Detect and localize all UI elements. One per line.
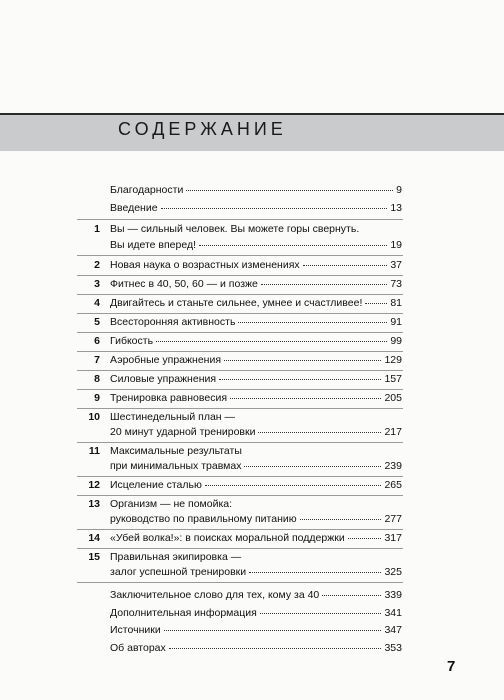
entry-title: Двигайтесь и станьте сильнее, умнее и счастливее! [110, 297, 363, 309]
page-title: СОДЕРЖАНИЕ [118, 119, 287, 139]
toc-entry-chapter-12[interactable] [110, 479, 402, 491]
chapter-number: 2 [94, 259, 100, 271]
dot-leader [186, 182, 393, 191]
chapter-number: 9 [94, 392, 100, 404]
chapter-number: 5 [94, 316, 100, 328]
dot-leader [260, 605, 382, 614]
toc-entry-acknowledgements[interactable] [110, 184, 402, 196]
chapter-number: 10 [88, 411, 100, 423]
entry-title: Новая наука о возрастных изменениях [110, 259, 300, 271]
chapter-number: 3 [94, 278, 100, 290]
dot-leader [156, 333, 387, 342]
chapter-title-line2: руководство по правильному питанию [110, 513, 297, 525]
toc-entry-chapter-14[interactable] [110, 532, 402, 544]
dot-leader [238, 314, 387, 323]
toc-entry-chapter-8[interactable] [110, 373, 402, 385]
divider [77, 255, 403, 256]
chapter-title-line1: Правильная экипировка — [110, 551, 242, 563]
chapter-title-line1: Максимальные результаты [110, 445, 242, 457]
dot-leader [300, 511, 382, 520]
toc-entry-chapter-10[interactable] [110, 426, 402, 438]
chapter-number: 8 [94, 373, 100, 385]
entry-page: 19 [390, 239, 402, 251]
toc-entry-chapter-4[interactable] [110, 297, 402, 309]
chapter-title-line1: Шестинедельный план — [110, 411, 236, 423]
dot-leader [322, 587, 381, 596]
entry-title: Исцеление сталью [110, 479, 202, 491]
entry-page: 339 [384, 589, 402, 601]
divider [77, 294, 403, 295]
dot-leader [249, 564, 381, 573]
chapter-title-line1: Вы — сильный человек. Вы можете горы свернуть. [110, 223, 360, 235]
page-number: 7 [447, 658, 456, 675]
dot-leader [224, 352, 381, 361]
divider [77, 442, 403, 443]
chapter-title-line2: 20 минут ударной тренировки [110, 426, 256, 438]
chapter-number: 11 [88, 445, 100, 457]
chapter-number: 15 [88, 551, 100, 563]
dot-leader [164, 622, 382, 631]
dot-leader [348, 530, 382, 539]
dot-leader [230, 390, 381, 399]
toc-entry-about-authors[interactable] [110, 642, 402, 654]
entry-page: 205 [384, 392, 402, 404]
entry-page: 129 [384, 354, 402, 366]
divider [77, 408, 403, 409]
entry-page: 73 [390, 278, 402, 290]
entry-page: 9 [396, 184, 402, 196]
toc-entry-chapter-11[interactable] [110, 460, 402, 472]
chapter-number: 12 [88, 479, 100, 491]
toc-entry-chapter-13[interactable] [110, 513, 402, 525]
toc-entry-sources[interactable] [110, 624, 402, 636]
chapter-title-line1: Организм — не помойка: [110, 498, 233, 510]
entry-title: Гибкость [110, 335, 154, 347]
dot-leader [303, 257, 388, 266]
divider [77, 548, 403, 549]
entry-page: 341 [384, 607, 402, 619]
divider [77, 582, 403, 583]
chapter-title-line2: залог успешной тренировки [110, 566, 247, 578]
dot-leader [258, 424, 381, 433]
entry-page: 353 [384, 642, 402, 654]
divider [77, 219, 403, 220]
toc-entry-chapter-6[interactable] [110, 335, 402, 347]
dot-leader [205, 477, 382, 486]
toc-entry-afterword[interactable] [110, 589, 402, 601]
entry-title: Источники [110, 624, 161, 636]
entry-title: Дополнительная информация [110, 607, 257, 619]
entry-title: Всесторонняя активность [110, 316, 236, 328]
dot-leader [219, 371, 381, 380]
dot-leader [199, 237, 387, 246]
chapter-number: 6 [94, 335, 100, 347]
chapter-number: 1 [94, 223, 100, 235]
chapter-number: 4 [94, 297, 100, 309]
entry-page: 317 [384, 532, 402, 544]
toc-entry-chapter-7[interactable] [110, 354, 402, 366]
dot-leader [169, 640, 382, 649]
entry-page: 99 [390, 335, 402, 347]
toc-entry-introduction[interactable] [110, 202, 402, 214]
toc-entry-chapter-2[interactable] [110, 259, 402, 271]
entry-title: Силовые упражнения [110, 373, 217, 385]
entry-page: 239 [384, 460, 402, 472]
dot-leader [365, 295, 387, 304]
chapter-number: 13 [88, 498, 100, 510]
toc-entry-chapter-15[interactable] [110, 566, 402, 578]
entry-page: 91 [390, 316, 402, 328]
entry-title: Заключительное слово для тех, кому за 40 [110, 589, 320, 601]
entry-page: 81 [390, 297, 402, 309]
entry-page: 265 [384, 479, 402, 491]
toc-entry-chapter-9[interactable] [110, 392, 402, 404]
entry-page: 277 [384, 513, 402, 525]
entry-title: «Убей волка!»: в поисках моральной поддержки [110, 532, 345, 544]
chapter-title-line2: Вы идете вперед! [110, 239, 196, 251]
entry-page: 347 [384, 624, 402, 636]
entry-page: 157 [384, 373, 402, 385]
entry-page: 217 [384, 426, 402, 438]
toc-entry-chapter-1[interactable] [110, 239, 402, 251]
entry-title: Фитнес в 40, 50, 60 — и позже [110, 278, 258, 290]
chapter-number: 14 [88, 532, 100, 544]
toc-entry-additional-info[interactable] [110, 607, 402, 619]
chapter-number: 7 [94, 354, 100, 366]
entry-title: Введение [110, 202, 158, 214]
header-rule [0, 113, 504, 115]
dot-leader [244, 458, 381, 467]
entry-page: 325 [384, 566, 402, 578]
chapter-title-line2: при минимальных травмах [110, 460, 242, 472]
entry-title: Аэробные упражнения [110, 354, 222, 366]
entry-page: 13 [390, 202, 402, 214]
dot-leader [261, 276, 387, 285]
dot-leader [161, 200, 388, 209]
toc-entry-chapter-3[interactable] [110, 278, 402, 290]
entry-page: 37 [390, 259, 402, 271]
toc-entry-chapter-5[interactable] [110, 316, 402, 328]
entry-title: Благодарности [110, 184, 184, 196]
divider [77, 495, 403, 496]
entry-title: Тренировка равновесия [110, 392, 228, 404]
entry-title: Об авторах [110, 642, 166, 654]
